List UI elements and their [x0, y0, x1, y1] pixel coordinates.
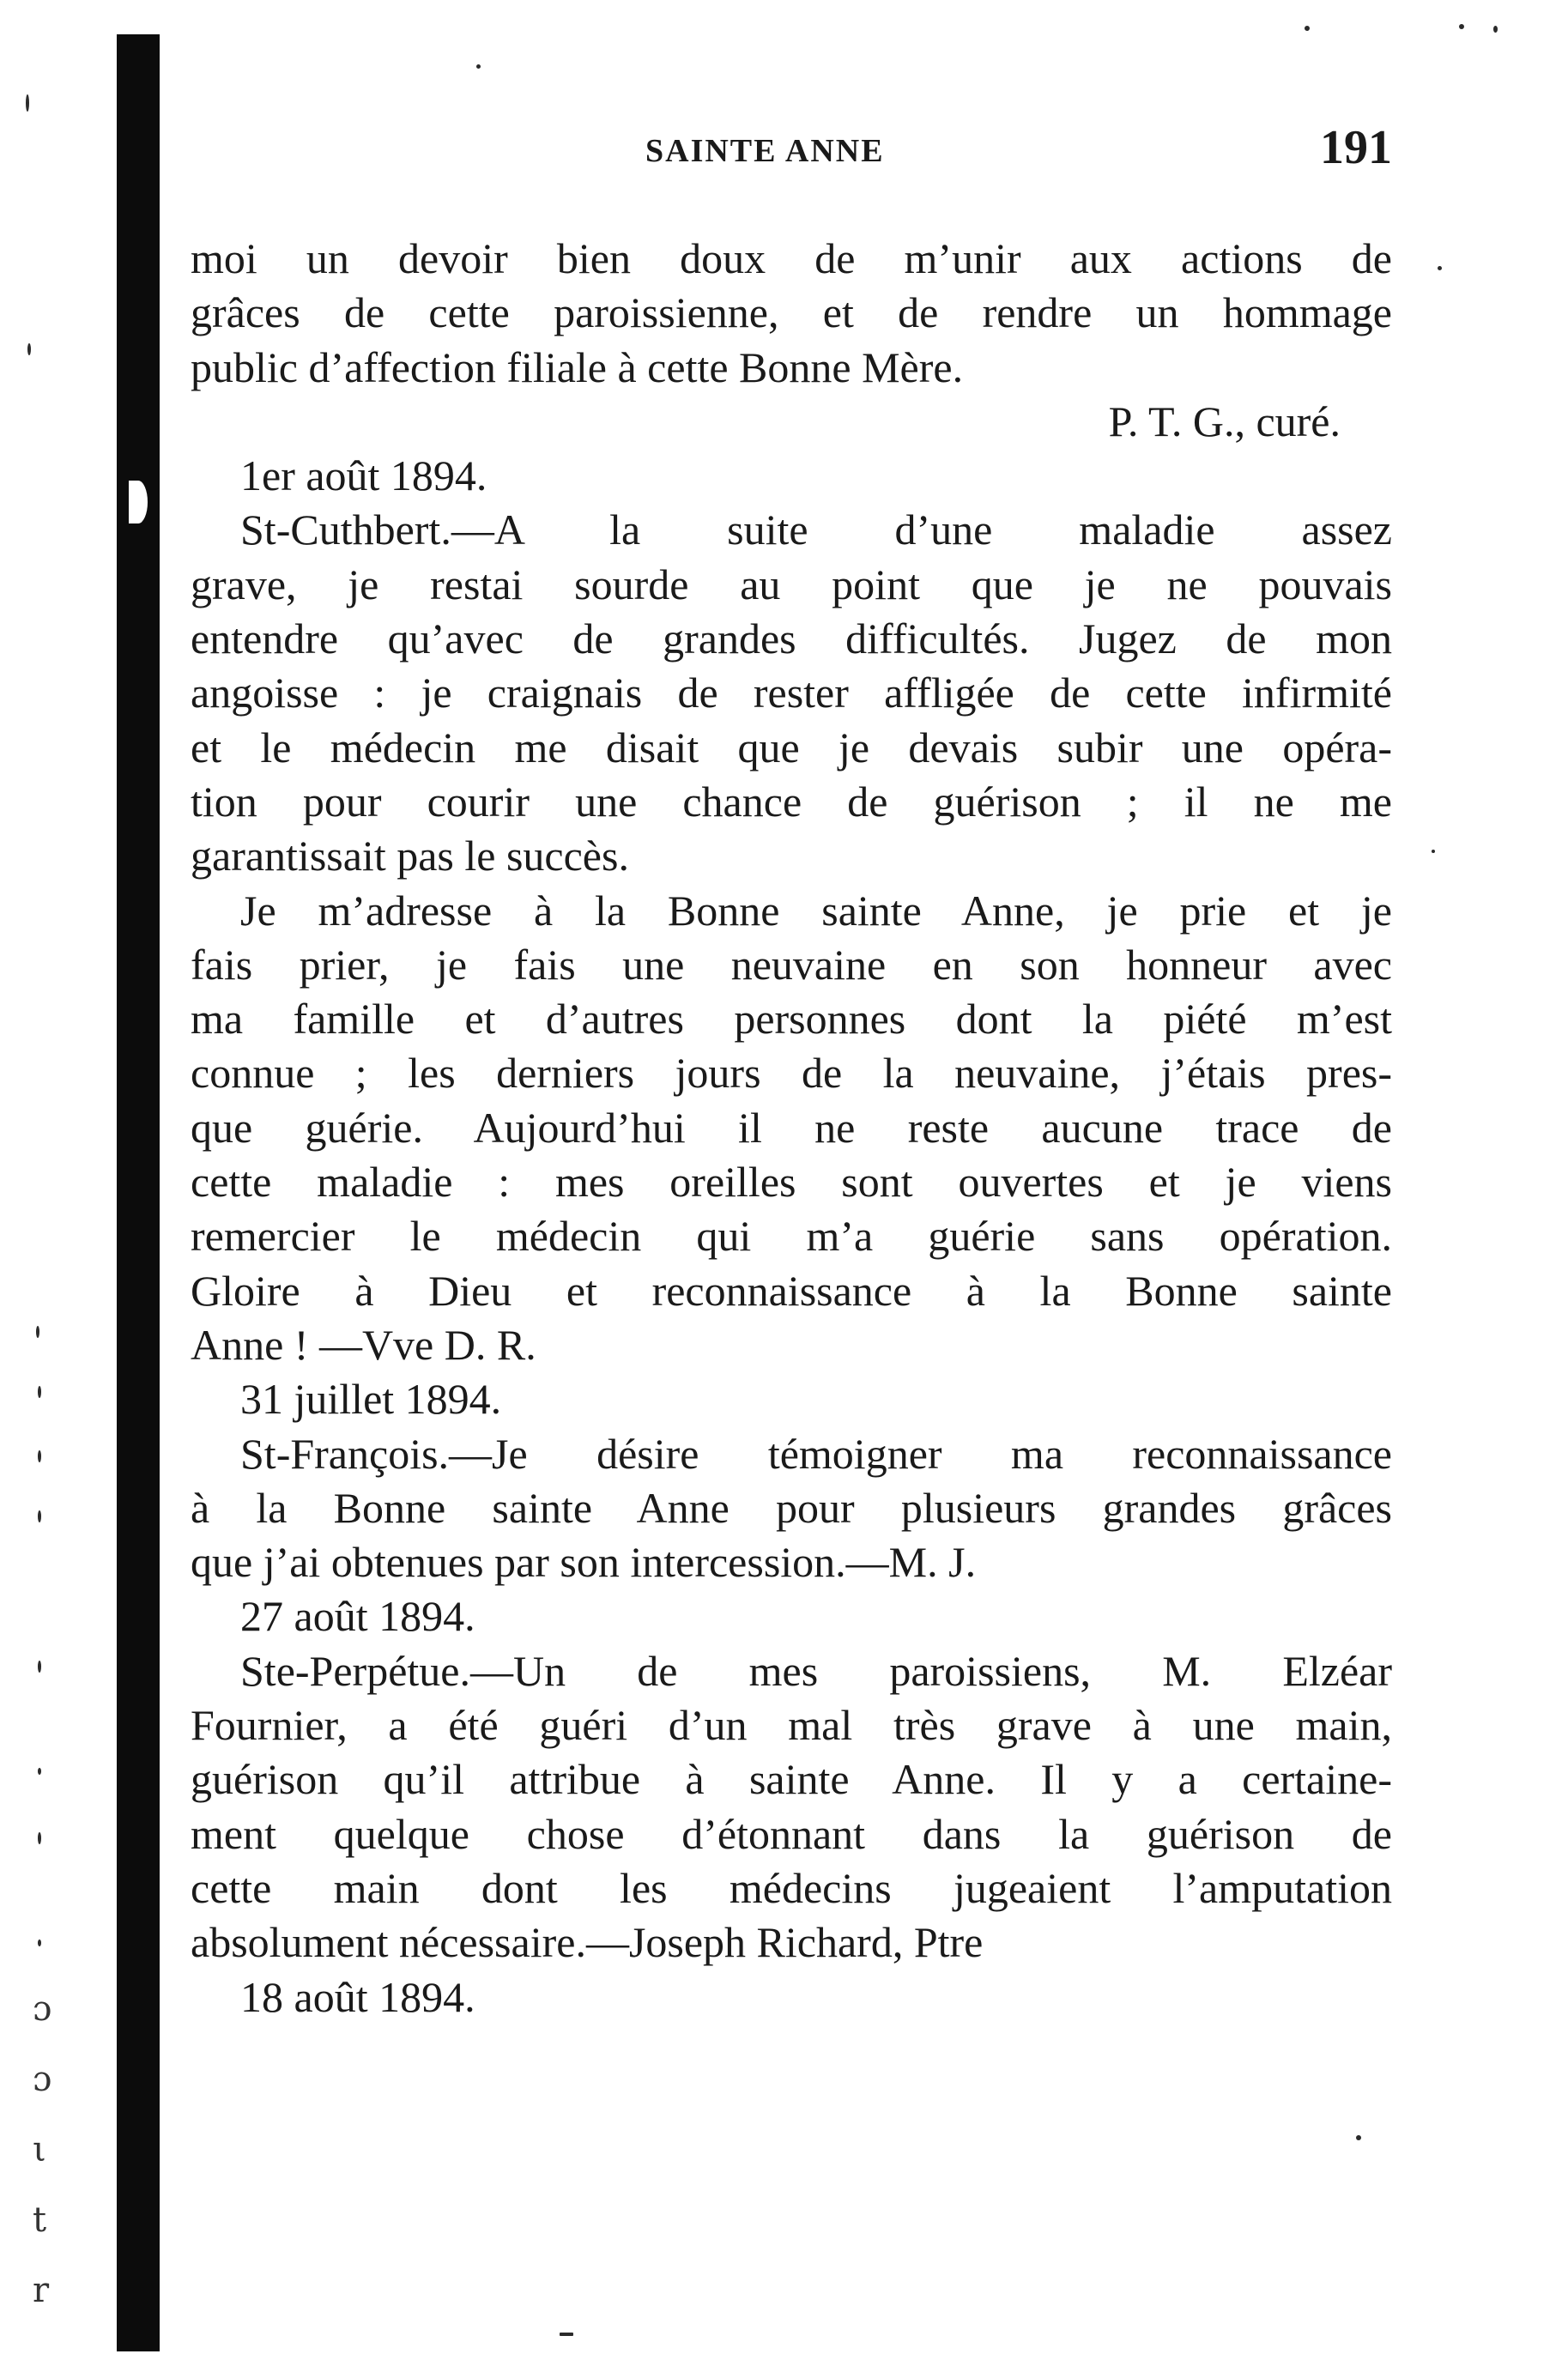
margin-fragments [33, 1974, 58, 2326]
speck [1493, 26, 1498, 33]
speck [36, 1326, 39, 1338]
text-line: que guérie. Aujourd’hui il ne reste aucune trace de [191, 1103, 1392, 1152]
date-line: 31 juillet 1894. [240, 1375, 502, 1424]
text-line: Anne ! —Vve D. R. [191, 1320, 536, 1369]
text-line: Je m’adresse à la Bonne sainte Anne, je prie et je [240, 886, 1392, 935]
running-title: SAINTE ANNE [645, 133, 885, 169]
text-line: entendre qu’avec de grandes difficultés. Jugez de mon [191, 614, 1392, 663]
speck [38, 1450, 41, 1462]
text-line: moi un devoir bien doux de m’unir aux actions de [191, 234, 1392, 282]
entry-ste-perpetue: Ste-Perpétue.—Un de mes paroissiens, M. Elzéar [240, 1646, 1392, 1695]
margin-fragment: r [33, 2271, 50, 2310]
text-line: à la Bonne sainte Anne pour plusieurs grandes grâces [191, 1483, 1392, 1532]
text-line: tion pour courir une chance de guérison ; il ne me [191, 777, 1392, 826]
text-line: remercier le médecin qui m’a guérie sans opération. [191, 1212, 1392, 1261]
speck [26, 94, 29, 112]
text-line: garantissait pas le succès. [191, 832, 629, 880]
entry-st-francois: St-François.—Je désire témoigner ma reconnaissance [240, 1429, 1392, 1478]
speck [476, 64, 481, 69]
text-line: ment quelque chose d’étonnant dans la guérison de [191, 1809, 1392, 1858]
margin-fragment: ι [33, 2130, 46, 2169]
page-number: 191 [1320, 121, 1392, 174]
text-line: grâces de cette paroissienne, et de rendre un hommage [191, 288, 1392, 337]
text-line: guérison qu’il attribue à sainte Anne. Il y a certaine- [191, 1755, 1392, 1804]
text-line: connue ; les derniers jours de la neuvaine, j’étais pres- [191, 1049, 1392, 1098]
speck [1438, 266, 1442, 270]
margin-fragment: ɔ [33, 1989, 52, 2029]
speck [38, 1768, 41, 1775]
date-line: 27 août 1894. [240, 1592, 475, 1641]
text-line: public d’affection filiale à cette Bonne Mère. [191, 342, 964, 391]
text-line: Fournier, a été guéri d’un mal très grave à une main, [191, 1701, 1392, 1750]
margin-fragment: t [33, 2200, 47, 2240]
speck [1356, 2135, 1361, 2140]
margin-fragment: ɔ [33, 2060, 52, 2099]
speck [38, 1832, 41, 1844]
text-line: Gloire à Dieu et reconnaissance à la Bonne sainte [191, 1266, 1392, 1315]
signature: P. T. G., curé. [1108, 396, 1341, 445]
body-text [191, 232, 1392, 2024]
text-line: fais prier, je fais une neuvaine en son honneur avec [191, 940, 1392, 989]
text-line: que j’ai obtenues par son intercession.—M. J. [191, 1538, 977, 1587]
binding-notch [129, 481, 148, 523]
text-line: absolument nécessaire.—Joseph Richard, Ptre [191, 1918, 984, 1967]
text-line: grave, je restai sourde au point que je ne pouvais [191, 560, 1392, 608]
speck [1305, 26, 1310, 31]
page-header [191, 120, 1392, 189]
text-line: cette maladie : mes oreilles sont ouvertes et je viens [191, 1158, 1392, 1207]
entry-st-cuthbert: St-Cuthbert.—A la suite d’une maladie assez [240, 505, 1392, 554]
speck [27, 343, 31, 355]
speck [1432, 850, 1435, 853]
binding-shadow [117, 34, 160, 2351]
speck [38, 1510, 41, 1522]
speck [38, 1661, 41, 1673]
speck [1459, 24, 1464, 29]
date-line: 18 août 1894. [240, 1972, 475, 2021]
text-line: cette main dont les médecins jugeaient l’amputation [191, 1863, 1392, 1912]
date-line: 1er août 1894. [240, 451, 487, 500]
speck [38, 1939, 41, 1946]
text-line: angoisse : je craignais de rester affligée de cette infirmité [191, 669, 1392, 717]
text-line: ma famille et d’autres personnes dont la piété m’est [191, 995, 1392, 1044]
speck [560, 2333, 573, 2336]
text-line: et le médecin me disait que je devais subir une opéra- [191, 723, 1392, 772]
speck [38, 1386, 41, 1398]
